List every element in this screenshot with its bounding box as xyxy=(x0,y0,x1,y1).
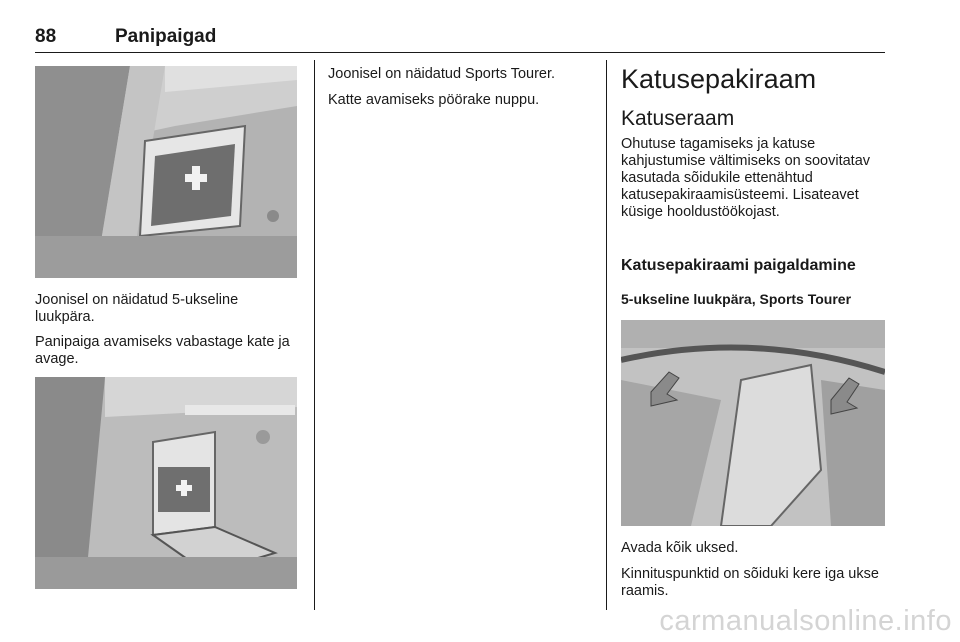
heading-install-roof-rack: Katusepakiraami paigaldamine xyxy=(621,257,856,274)
column-divider-right xyxy=(606,60,607,610)
watermark: carmanualsonline.info xyxy=(659,605,952,637)
column-divider-left xyxy=(314,60,315,610)
page-header xyxy=(35,26,885,53)
body-mounting-points: Kinnituspunktid on sõiduki kere iga ukse raamis. xyxy=(621,566,879,599)
heading-roof-bars: Katuseraam xyxy=(621,107,735,130)
body-open-doors: Avada kõik uksed. xyxy=(621,540,739,556)
illustration-sports-tourer-storage xyxy=(35,377,297,589)
illustration-roof-mounting-points xyxy=(621,320,885,526)
heading-roof-rack: Katusepakiraam xyxy=(621,64,817,94)
page-number: 88 xyxy=(35,26,57,47)
illustration-hatchback-storage xyxy=(35,66,297,278)
chapter-title: Panipaigad xyxy=(115,26,217,47)
heading-body-variant: 5-ukseline luukpära, Sports Tourer xyxy=(621,291,852,307)
caption-hatchback: Joonisel on näidatud 5-ukseline luukpära. xyxy=(35,292,239,325)
instruction-sports-tourer: Katte avamiseks pöörake nuppu. xyxy=(328,92,540,108)
caption-sports-tourer: Joonisel on näidatud Sports Tourer. xyxy=(328,66,556,82)
instruction-hatchback: Panipaiga avamiseks vabastage kate ja avage. xyxy=(35,334,290,367)
body-roof-bars: Ohutuse tagamiseks ja katuse kahjustumise vältimiseks on soovitatav kasutada sõidukile ettenähtud katusepakiraamisüsteemi. Lisateavet küsige hooldustöökojast. xyxy=(621,136,871,220)
